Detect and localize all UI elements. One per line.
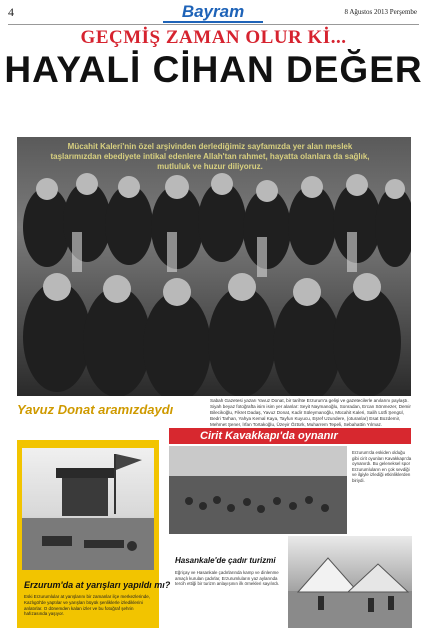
photo-caption: Mücahit Kaleri'nin özel arşivinden derlediğimiz sayfamızda yer alan meslek taşlarımızdan ebediyete intikal edenlere Allah'tan rahmet, hayatta olanlara da sağlık, mutluluk ve huzur diliyoruz.	[50, 142, 370, 171]
story-subhead-cirit: Cirit Kavakkapı'da oynanır	[200, 430, 338, 442]
story-subhead-erzurum: Erzurum'da at yarışları yapıldı mı?	[24, 580, 171, 590]
tent-camp-photo	[288, 536, 412, 628]
horse-race-photo	[22, 448, 154, 570]
page-number: 4	[8, 5, 14, 19]
masthead-underline	[163, 21, 263, 23]
cirit-photo	[169, 446, 347, 534]
main-headline: HAYALİ CİHAN DEĞER	[4, 49, 423, 90]
story-subhead-yavuz: Yavuz Donat aramızdaydı	[17, 402, 174, 417]
story-subhead-cadir: Hasankale'de çadır turizmi	[175, 556, 276, 565]
tent-camp-illustration	[288, 536, 412, 628]
group-photo-illustration	[17, 137, 411, 396]
cirit-illustration	[169, 446, 347, 534]
story-body-cirit: Erzurum'da eskiden olduğu gibi cirit oyunları Kavakkapı'da oynanırdı. Bu geleneksel spor Erzurumluların en çok sevdiği ve ilgiyle izlediği etkinliklerden biriydi.	[352, 450, 412, 483]
horse-race-illustration	[22, 448, 154, 570]
story-body-cadir: Eğriçay ve Hasankale çadırlarında kamp ve dinlenme amaçlı kurulan çadırlar, Erzurumluların yaz aylarında tercih ettiği bir turizm anlayışının ilk örnekleri sayılırdı.	[175, 570, 280, 587]
masthead-logo: Bayram	[181, 2, 245, 21]
header-divider	[8, 24, 419, 25]
kicker-headline: GEÇMİŞ ZAMAN OLUR Kİ...	[80, 27, 347, 48]
issue-date: 8 Ağustos 2013 Perşembe	[344, 8, 417, 16]
group-photo	[17, 137, 411, 396]
story-body-erzurum: Eski Erzurumlular at yarışlarını bir zamanlar ilçe merkezlerinde, Kazlıgöl'de yaptılar ve yarışları büyük şenliklerle izlediklerini anlatırlar. O dönemden kalan izler ve bu fotoğraf şehrin hafızasında yaşıyor.	[24, 594, 151, 617]
story-body-yavuz: Sabah Gazetesi yazarı Yavuz Donat, bir tarihte Erzurum'a gelişi ve gazetecilerle anılarını paylaştı. Siyah beyaz fotoğrafta isim isim yer alanlar: Seyit Naymanoğlu, Sonradan, Ercan Sönmezer, Demir Bilecikoğlu, Fikret Dadaş, Yavuz Donat, Kadir Süleymanoğlu, Mücahit Kaleri, Salih Lütfi Şengül, Bedri Tarhan, Yahya Kemal Kaya, Tayfun Kuyucu, Eşref Uzundere, (oturanlar) Esat Bozdemir, Mehmet Şener, İrfan Tortakoğlu, Üzeyir Öztürk, Muharrem Tepeli, Sebahattin Yılmaz.	[210, 398, 411, 427]
